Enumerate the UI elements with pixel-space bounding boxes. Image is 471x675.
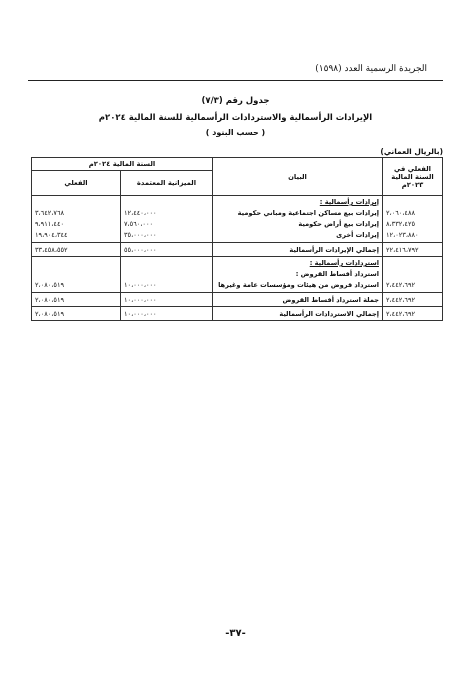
value: ١٠،٠٠٠،٠٠٠ (121, 293, 213, 307)
header-rule (28, 80, 443, 81)
value: ٣،٦٤٢،٧٦٨ (35, 209, 65, 217)
item-label: استرداد قروض من هيئات ومؤسسات عامة وغيرها (218, 281, 379, 289)
value: ٢،٠٨٠،٥١٩ (32, 307, 121, 321)
value: ٢٢،٤١٦،٧٩٢ (383, 243, 443, 257)
value: ٨،٣٣٢،٤٢٥ (386, 220, 416, 228)
value: ٢،٠٦٠،٤٨٨ (386, 209, 416, 217)
value: ٢،٤٤٢،٦٩٢ (383, 293, 443, 307)
value: ٩،٩١١،٤٤٠ (35, 220, 65, 228)
currency-unit: (بالريال العماني) (380, 147, 443, 156)
item-label: إيرادات أخرى (336, 231, 379, 239)
capital-revenue-block (32, 196, 443, 243)
gazette-header: الجريدة الرسمية العدد (١٥٩٨) (315, 64, 427, 74)
cell-statement (213, 196, 383, 243)
value: ١٠،٠٠٠،٠٠٠ (121, 307, 213, 321)
value: ١٩،٩٠٤،٣٤٤ (35, 231, 68, 239)
value: ٢،٤٤٢،٦٩٢ (386, 281, 416, 289)
total-label: إجمالي الإيرادات الرأسمالية (213, 243, 383, 257)
cell-budget (121, 196, 213, 243)
table-subtitle: ( حسب البنود ) (205, 128, 266, 137)
total-label: إجمالي الاستردادات الرأسمالية (213, 307, 383, 321)
item-label: إيرادات بيع مساكن اجتماعية ومباني حكومية (237, 209, 379, 217)
header-row-1 (32, 158, 443, 171)
col-statement: البيان (213, 158, 383, 196)
col-approved-budget: الميزانية المعتمدة (121, 171, 213, 196)
capital-revenue-table (31, 157, 443, 321)
value: ٧،٥٦٠،٠٠٠ (124, 220, 154, 228)
value: ٥٥،٠٠٠،٠٠٠ (121, 243, 213, 257)
value: ١٠،٠٠٠،٠٠٠ (124, 281, 157, 289)
value: ٢،٠٨٠،٥١٩ (32, 293, 121, 307)
cell-actual-2023 (383, 257, 443, 293)
cell-statement (213, 257, 383, 293)
cell-actual-2023 (383, 196, 443, 243)
value: ١٢،٤٤٠،٠٠٠ (124, 209, 157, 217)
value: ٢،٠٨٠،٥١٩ (35, 281, 65, 289)
capital-recoveries-block (32, 257, 443, 293)
total-label: جملة استرداد أقساط القروض (213, 293, 383, 307)
loans-total-row (32, 293, 443, 307)
col-actual-2023: الفعلي في السنة المالية ٢٠٢٣م (383, 158, 443, 196)
cell-actual (32, 196, 121, 243)
table-number: جدول رقم (٧/٣) (201, 96, 270, 106)
capital-revenue-total-row (32, 243, 443, 257)
value: ٣٥،٠٠٠،٠٠٠ (124, 231, 157, 239)
col-actual: الفعلي (32, 171, 121, 196)
value: ٢،٤٤٢،٦٩٢ (383, 307, 443, 321)
section-subheading: استرداد أقساط القروض : (295, 270, 379, 278)
capital-recoveries-total-row (32, 307, 443, 321)
section-heading: إيرادات رأسمالية : (319, 198, 379, 206)
cell-budget (121, 257, 213, 293)
cell-actual (32, 257, 121, 293)
item-label: إيرادات بيع أراض حكومية (298, 220, 379, 228)
table-title: الإيرادات الرأسمالية والاستردادات الرأسمالية للسنة المالية ٢٠٢٤م (98, 113, 373, 123)
section-heading: استردادات رأسمالية : (309, 259, 379, 267)
value: ٣٣،٤٥٨،٥٥٢ (32, 243, 121, 257)
col-fy2024: السنة المالية ٢٠٢٤م (32, 158, 213, 171)
value: ١٢،٠٢٣،٨٨٠ (386, 231, 419, 239)
page-number: -٣٧- (225, 628, 246, 639)
